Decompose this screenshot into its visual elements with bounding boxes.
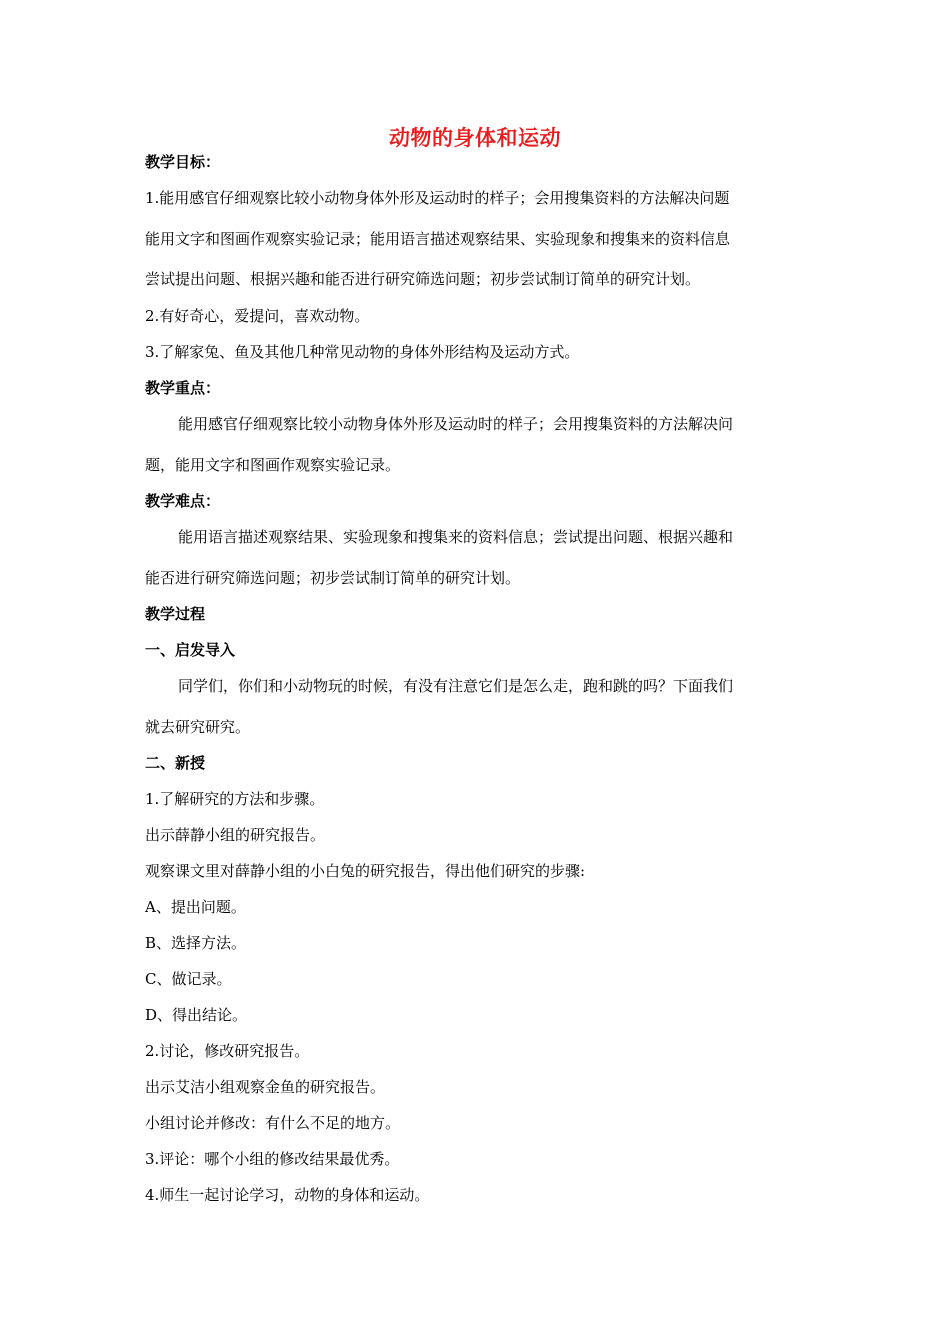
- section2-line: 出示艾洁小组观察金鱼的研究报告。: [145, 1078, 386, 1096]
- key-points-line: 题，能用文字和图画作观察实验记录。: [145, 456, 401, 474]
- section2-line: A、提出问题。: [145, 898, 246, 916]
- objective-line: 尝试提出问题、根据兴趣和能否进行研究筛选问题；初步尝试制订简单的研究计划。: [145, 270, 701, 288]
- section2-line: 小组讨论并修改：有什么不足的地方。: [145, 1114, 401, 1132]
- key-points-line: 能用感官仔细观察比较小动物身体外形及运动时的样子；会用搜集资料的方法解决问: [178, 415, 734, 433]
- section2-heading: 二、新授: [145, 754, 206, 772]
- key-points-heading: 教学重点：: [145, 379, 221, 397]
- objective-line: 1.能用感官仔细观察比较小动物身体外形及运动时的样子；会用搜集资料的方法解决问题: [145, 189, 730, 207]
- section1-line: 就去研究研究。: [145, 718, 251, 736]
- process-heading: 教学过程: [145, 605, 206, 623]
- objective-line: 能用文字和图画作观察实验记录；能用语言描述观察结果、实验现象和搜集来的资料信息: [145, 230, 731, 248]
- section2-line: 2.讨论，修改研究报告。: [145, 1042, 310, 1060]
- difficulties-line: 能否进行研究筛选问题；初步尝试制订简单的研究计划。: [145, 569, 521, 587]
- objective-line: 2.有好奇心，爱提问，喜欢动物。: [145, 307, 370, 325]
- difficulties-line: 能用语言描述观察结果、实验现象和搜集来的资料信息；尝试提出问题、根据兴趣和: [178, 528, 734, 546]
- section2-line: 出示薛静小组的研究报告。: [145, 826, 326, 844]
- objectives-heading: 教学目标：: [145, 153, 221, 171]
- section1-heading: 一、启发导入: [145, 641, 236, 659]
- section2-line: D、得出结论。: [145, 1006, 248, 1024]
- section2-line: B、选择方法。: [145, 934, 247, 952]
- document-title: 动物的身体和运动: [389, 126, 561, 150]
- objective-line: 3.了解家兔、鱼及其他几种常见动物的身体外形结构及运动方式。: [145, 343, 580, 361]
- section2-line: C、做记录。: [145, 970, 232, 988]
- section2-line: 观察课文里对薛静小组的小白兔的研究报告，得出他们研究的步骤:: [145, 862, 586, 880]
- section1-line: 同学们，你们和小动物玩的时候，有没有注意它们是怎么走，跑和跳的吗？下面我们: [178, 677, 734, 695]
- section2-line: 1.了解研究的方法和步骤。: [145, 790, 325, 808]
- section2-line: 4.师生一起讨论学习，动物的身体和运动。: [145, 1186, 430, 1204]
- difficulties-heading: 教学难点：: [145, 492, 221, 510]
- section2-line: 3.评论：哪个小组的修改结果最优秀。: [145, 1150, 400, 1168]
